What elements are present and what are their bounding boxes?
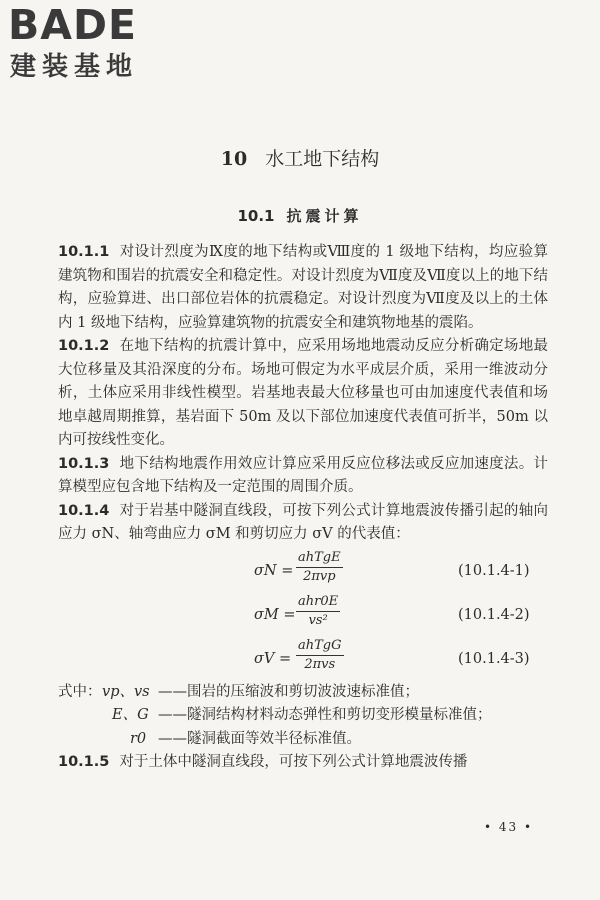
equation-number: (10.1.4-1): [458, 562, 530, 579]
legend-symbol: vp、vs: [102, 683, 150, 700]
formula-fraction: [296, 593, 340, 630]
legend-prefix: 式中：: [58, 683, 102, 700]
clause-text: 地下结构地震作用效应计算应采用反应位移法或反应加速度法。计算模型应包含地下结构及一定范围的周围介质。: [58, 455, 548, 495]
section-number: 10.1: [237, 207, 275, 225]
clause-id: 10.1.2: [58, 338, 110, 354]
page-number: • 43 •: [484, 820, 534, 834]
paragraph: [58, 335, 548, 453]
legend-row: [58, 704, 548, 728]
symbol-legend: [58, 681, 548, 752]
chapter-heading: [0, 146, 600, 172]
legend-symbol: r0: [130, 730, 147, 747]
clause-text: 对设计烈度为Ⅸ度的地下结构或Ⅷ度的 1 级地下结构，均应验算建筑物和围岩的抗震安全和稳定性。对设计烈度为Ⅶ度及Ⅶ度以上的地下结构，应验算进、出口部位岩体的抗震稳定。对设计烈度为Ⅶ度及以上的土体内 1 级地下结构，应验算建筑物的抗震安全和建筑物地基的震陷。: [58, 244, 548, 331]
clause-text: 在地下结构的抗震计算中，应采用场地地震动反应分析确定场地最大位移量及其沿深度的分布。场地可假定为水平成层介质，采用一维波动分析，土体应采用非线性模型。岩基地表最大位移量也可由加速度代表值和场地卓越周期推算，基岩面下 50m 及以下部位加速度代表值可折半，50m 以内可按线性变化。: [58, 338, 548, 448]
formula-denominator: 2πvs: [304, 656, 336, 672]
legend-desc: ——隧洞截面等效半径标准值。: [158, 730, 361, 747]
body-text: [58, 241, 548, 775]
logo-subtitle: 建装基地: [10, 52, 139, 82]
equation-number: (10.1.4-3): [458, 650, 530, 667]
clause-id: 10.1.3: [58, 455, 110, 472]
formula-numerator: ahTgE: [296, 549, 343, 568]
formula: [58, 549, 548, 591]
legend-row: [58, 728, 548, 752]
paragraph: [58, 500, 548, 547]
formula-numerator: ahTgG: [296, 637, 344, 656]
logo: [8, 2, 183, 82]
section-heading: [0, 205, 600, 227]
legend-desc: ——围岩的压缩波和剪切波波速标准值；: [158, 683, 419, 700]
formula-denominator: 2πvp: [303, 568, 336, 584]
formula-lhs: σN =: [254, 562, 294, 579]
formula-denominator: vs²: [308, 612, 328, 628]
section-title: 抗震计算: [286, 207, 363, 225]
formula: [58, 593, 548, 635]
paragraph: [58, 751, 548, 775]
paragraph: [58, 241, 548, 335]
legend-row: [58, 681, 548, 705]
clause-id: 10.1.5: [58, 754, 110, 770]
clause-id: 10.1.1: [58, 244, 110, 260]
clause-text: 对于岩基中隧洞直线段，可按下列公式计算地震波传播引起的轴向应力 σN、轴弯曲应力 σM 和剪切应力 σV 的代表值：: [58, 502, 548, 542]
logo-brand: BADE: [8, 1, 138, 49]
chapter-number: 10: [220, 148, 248, 170]
formula-fraction: [296, 637, 344, 674]
legend-symbol: E、G: [112, 707, 149, 723]
formula: [58, 637, 548, 679]
formula-fraction: [296, 549, 343, 586]
clause-id: 10.1.4: [58, 502, 110, 519]
formula-lhs: σM =: [254, 606, 296, 623]
formula-numerator: ahr0E: [296, 593, 340, 612]
clause-text: 对于土体中隧洞直线段，可按下列公式计算地震波传播: [119, 754, 468, 770]
equation-number: (10.1.4-2): [458, 606, 530, 623]
paragraph: [58, 453, 548, 500]
legend-desc: ——隧洞结构材料动态弹性和剪切变形模量标准值；: [158, 707, 492, 723]
formula-lhs: σV =: [254, 650, 292, 667]
chapter-title: 水工地下结构: [265, 148, 380, 170]
